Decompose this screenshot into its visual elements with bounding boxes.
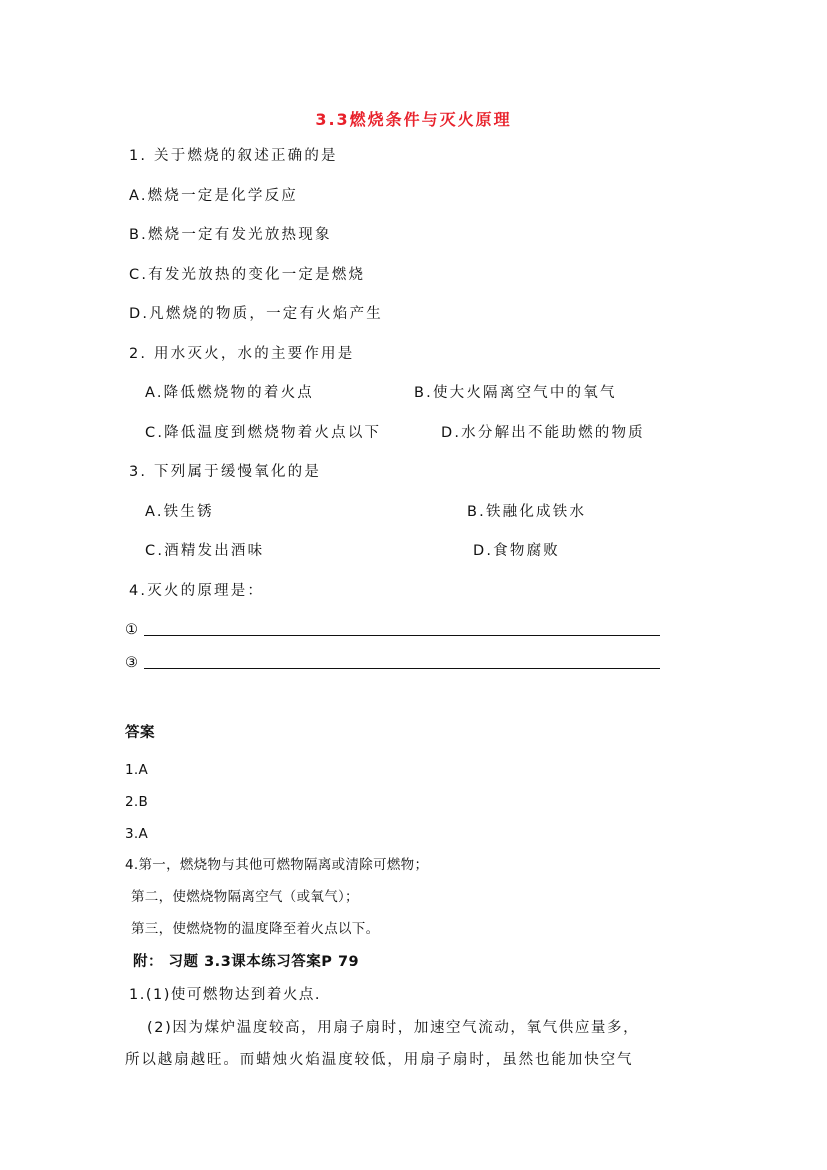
q1-option-b: B.燃烧一定有发光放热现象 xyxy=(129,227,332,243)
q3-option-d: D.食物腐败 xyxy=(473,543,560,559)
q3-option-b: B.铁融化成铁水 xyxy=(467,504,587,520)
q4-blank-line-2[interactable] xyxy=(144,668,660,669)
answer-4-line-1: 4.第一，燃烧物与其他可燃物隔离或清除可燃物； xyxy=(125,857,429,873)
q2-option-c: C.降低温度到燃烧物着火点以下 xyxy=(145,425,382,441)
q3-option-a: A.铁生锈 xyxy=(145,504,214,520)
q4-blank-marker-1: ① xyxy=(125,622,138,638)
appendix-line-3: 所以越扇越旺。而蜡烛火焰温度较低，用扇子扇时，虽然也能加快空气 xyxy=(125,1052,634,1068)
answer-1: 1.A xyxy=(125,762,149,778)
q3-option-c: C.酒精发出酒味 xyxy=(145,543,265,559)
q4-stem: 4.灭火的原理是： xyxy=(129,583,265,599)
document-title: 3.3燃烧条件与灭火原理 xyxy=(315,110,512,129)
q3-stem: 3. 下列属于缓慢氧化的是 xyxy=(129,464,322,480)
answers-heading: 答案 xyxy=(125,725,155,741)
appendix-line-1: 1.(1)使可燃物达到着火点. xyxy=(129,987,321,1003)
q1-option-d: D.凡燃烧的物质，一定有火焰产生 xyxy=(129,306,383,322)
q2-stem: 2. 用水灭火，水的主要作用是 xyxy=(129,346,355,362)
q1-option-a: A.燃烧一定是化学反应 xyxy=(129,188,298,204)
appendix-heading: 附： 习题 3.3课本练习答案P 79 xyxy=(133,954,360,970)
answer-3: 3.A xyxy=(125,826,149,842)
q4-blank-marker-2: ③ xyxy=(125,655,138,671)
q2-option-b: B.使大火隔离空气中的氧气 xyxy=(414,385,617,401)
answer-4-line-2: 第二，使燃烧物隔离空气（或氧气）； xyxy=(131,889,359,905)
q4-blank-line-1[interactable] xyxy=(144,635,660,636)
q1-stem: 1. 关于燃烧的叙述正确的是 xyxy=(129,148,338,164)
q2-option-a: A.降低燃烧物的着火点 xyxy=(145,385,314,401)
q1-option-c: C.有发光放热的变化一定是燃烧 xyxy=(129,267,366,283)
answer-4-line-3: 第三，使燃烧物的温度降至着火点以下。 xyxy=(131,921,380,937)
appendix-line-2: (2)因为煤炉温度较高，用扇子扇时，加速空气流动，氧气供应量多， xyxy=(147,1020,640,1036)
q2-option-d: D.水分解出不能助燃的物质 xyxy=(441,425,645,441)
answer-2: 2.B xyxy=(125,794,149,810)
